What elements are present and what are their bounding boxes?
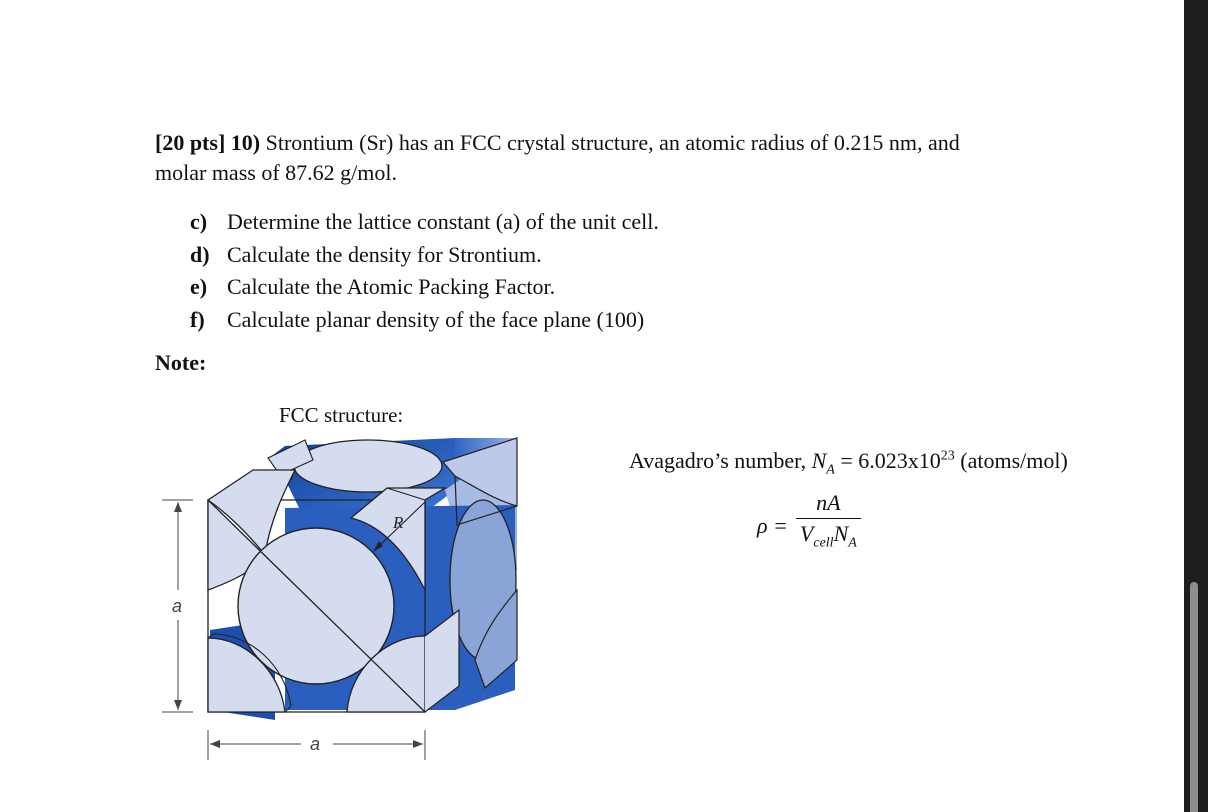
scrollbar-thumb[interactable] — [1190, 582, 1198, 812]
radius-label: R — [393, 513, 404, 532]
formula-denominator-n: N — [833, 521, 849, 546]
list-item — [190, 239, 659, 272]
dimension-vertical-label: a — [172, 596, 183, 616]
avogadro-exponent: 23 — [940, 448, 955, 464]
part-text: Determine the lattice constant (a) of the unit cell. — [227, 209, 659, 234]
avogadro-units: (atoms/mol) — [954, 448, 1068, 473]
formula-lhs: ρ = — [757, 512, 788, 538]
avogadro-symbol: N — [811, 448, 827, 473]
avogadro-label: Avagadro’s number, — [629, 448, 812, 473]
part-letter: d) — [190, 241, 210, 267]
avogadro-symbol-sub: A — [826, 462, 835, 478]
list-item — [190, 304, 659, 337]
problem-text-line1: Strontium (Sr) has an FCC crystal structure, an atomic radius of 0.215 nm, and — [265, 130, 960, 155]
formula-denominator-n-sub: A — [848, 535, 857, 551]
fcc-caption: FCC structure: — [279, 403, 404, 427]
atom-top-face — [294, 440, 442, 492]
fcc-unit-cell-figure — [155, 430, 535, 770]
formula-denominator — [796, 518, 861, 551]
density-formula — [757, 490, 861, 551]
part-letter: e) — [190, 274, 208, 299]
formula-denominator-v: V — [799, 521, 814, 546]
dimension-horizontal-label: a — [310, 734, 321, 754]
formula-numerator: nA — [816, 490, 841, 515]
formula-denominator-v-sub: cell — [813, 535, 834, 551]
list-item — [190, 271, 659, 304]
formula-fraction — [796, 490, 861, 551]
avogadro-constant — [629, 448, 1068, 478]
list-item — [190, 206, 659, 239]
problem-statement — [155, 128, 1095, 188]
note-label: Note: — [155, 350, 207, 375]
part-letter: f) — [190, 306, 205, 332]
part-letter: c) — [190, 209, 208, 234]
part-text: Calculate planar density of the face plane (100) — [227, 306, 645, 332]
avogadro-value: = 6.023x10 — [834, 448, 941, 473]
problem-parts-list — [190, 206, 659, 336]
part-text: Calculate the density for Strontium. — [227, 241, 542, 267]
problem-number: 10) — [230, 130, 261, 155]
problem-points: [20 pts] — [155, 130, 226, 155]
part-text: Calculate the Atomic Packing Factor. — [227, 274, 556, 299]
problem-text-line2: molar mass of 87.62 g/mol. — [155, 160, 397, 185]
